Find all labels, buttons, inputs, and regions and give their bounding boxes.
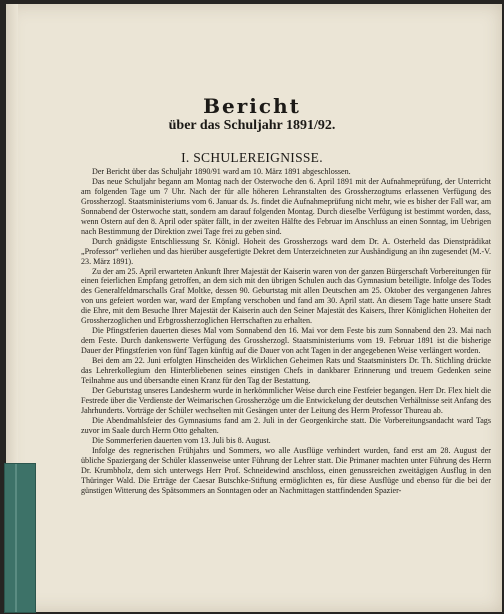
- paragraph: Bei dem am 22. Juni erfolgten Hinscheiden des Wirklichen Geheimen Rats und Staatsministers Dr. Th. Stichling drückte das Lehrerkollegium den Hinterbliebenen seines einstigen Chefs in dankbarer Erinnerung und treuem Gedenken seine Teilnahme aus und übersandte einen Kranz für den Tag der Bestattung.: [81, 356, 491, 386]
- section-heading: I. SCHULEREIGNISSE.: [181, 150, 323, 165]
- paragraph: Zu der am 25. April erwarteten Ankunft Ihrer Majestät der Kaiserin waren von der ganzen Bürgerschaft Vorbereitungen für einen feierlichen Empfang getroffen, an dem sich mit den übrigen Schulen auch das Gymnasium beteiligte. Infolge des Todes des Generalfeldmarschalls Graf Moltke, dessen 90. Geburtstag mit allen Deutschen am 25. Oktober des vergangenen Jahres von uns gefeiert worden war, ward der Empfang verschoben und fand am 30. April statt. An diesem Tage hatte unsere Stadt die Ehre, mit dem Besuche Ihrer Majestät der Kaiserin auch den Seiner Majestät des Kaisers, Ihrer Königlichen Hoheiten der Grossherzoglichen und Erbgrossherzoglichen Herrschaften zu erhalten.: [81, 266, 491, 326]
- page-title: Bericht: [203, 94, 301, 118]
- paragraph: Der Bericht über das Schuljahr 1890/91 ward am 10. März 1891 abgeschlossen.: [92, 167, 351, 176]
- paragraph: Infolge des regnerischen Frühjahrs und Sommers, wo alle Ausflüge verhindert wurden, fand erst am 28. August der übliche Spaziergang der Schüler klassenweise unter Führung der Lehrer statt. Die Primaner machten unter Führung des Herrn Dr. Krumbholz, dem sich unterwegs Herr Prof. Schneidewind anschloss, einen genussreichen zweitägigen Ausflug in den Thüringer Wald. Die Erträge der Caesar Butschke-Stiftung ermöglichten es, für diese Ausflüge und ebenso für die bei der günstigen Witterung des Spätsommers an Sonntagen oder an Nachmittagen stattfindenden Spazier-: [81, 445, 491, 495]
- color-calibration-strip: [4, 463, 36, 613]
- paragraph: Die Abendmahlsfeier des Gymnasiums fand am 2. Juli in der Georgenkirche statt. Die Vorbereitungsandacht ward Tags zuvor im Saale durch Herrn Otto gehalten.: [81, 415, 491, 435]
- paragraph: Das neue Schuljahr begann am Montag nach der Osterwoche den 6. April 1891 mit der Aufnahmeprüfung, der Unterricht am folgenden Tage um 7 Uhr. Nach der für alle höheren Lehranstalten des Grossherzogtums erlassenen Verfügung des Grossherzogl. Staatsministeriums vom 6. Januar ds. Js. findet die Aufnahmeprüfung nicht mehr, wie es bisher der Fall war, am Sonnabend der Osterwoche statt, sondern am darauf folgenden Montag. Durch dieselbe Verfügung ist bestimmt worden, dass, wenn Ostern auf den 8. April oder später fällt, in der zweiten Hälfte des Februar im Anschluss an einen Sonntag, im Uebrigen nach Bestimmung der Direktion zwei Tage frei zu geben sind.: [81, 176, 491, 236]
- paragraph: Durch gnädigste Entschliessung Sr. Königl. Hoheit des Grossherzogs ward dem Dr. A. Osterheld das Dienstprädikat „Professor“ verliehen und das hierüber ausgefertigte Dekret dem Unterzeichneten zur Aushändigung an ihn zugesendet (M.-V. 23. März 1891).: [81, 236, 491, 266]
- page-subtitle: über das Schuljahr 1891/92.: [168, 118, 336, 133]
- paragraph: Die Sommerferien dauerten vom 13. Juli bis 8. August.: [92, 435, 271, 445]
- paragraph: Der Geburtstag unseres Landesherrn wurde in herkömmlicher Weise durch eine Festfeier begangen. Herr Dr. Flex hielt die Festrede über die Verdienste der Weimarischen Grossherzöge um die Entwickelung der deutschen Verhältnisse seit Anfang des Jahrhunderts. Vorträge der Schüler wechselten mit Gesängen unter der Leitung des Herrn Professor Thureau ab.: [81, 385, 491, 415]
- paragraph: Die Pfingstferien dauerten dieses Mal vom Sonnabend den 16. Mai vor dem Feste bis zum Sonnabend den 23. Mai nach dem Feste. Durch dankenswerte Verfügung des Grossherzogl. Staatsministeriums vom 19. Februar 1891 ist die bisherige Dauer der Pfingstferien von fünf Tagen künftig auf die Dauer von acht Tagen in der angegebenen Weise verlängert worden.: [81, 326, 491, 356]
- body-text: [81, 167, 491, 495]
